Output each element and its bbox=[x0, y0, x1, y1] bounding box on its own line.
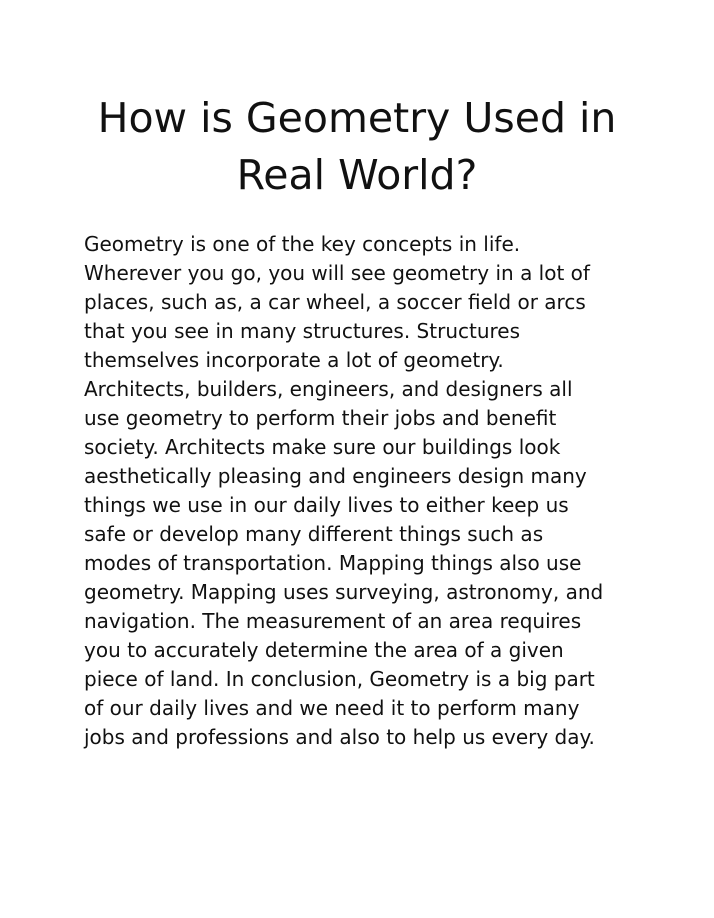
paragraph-line: that you see in many structures. Structures bbox=[84, 319, 521, 343]
paragraph-line: safe or develop many different things such as bbox=[84, 522, 544, 546]
paragraph-line: themselves incorporate a lot of geometry. bbox=[84, 348, 504, 372]
paragraph-line: geometry. Mapping uses surveying, astronomy, and bbox=[84, 580, 604, 604]
paragraph-line: jobs and professions and also to help us every day. bbox=[84, 725, 595, 749]
title-line: Real World? bbox=[236, 151, 478, 199]
page-title bbox=[60, 90, 654, 204]
paragraph-line: of our daily lives and we need it to perform many bbox=[84, 696, 580, 720]
paragraph-line: aesthetically pleasing and engineers design many bbox=[84, 464, 587, 488]
paragraph-line: use geometry to perform their jobs and benefit bbox=[84, 406, 557, 430]
paragraph-line: Wherever you go, you will see geometry in a lot of bbox=[84, 261, 590, 285]
paragraph-line: navigation. The measurement of an area requires bbox=[84, 609, 582, 633]
body-paragraph bbox=[84, 230, 644, 752]
paragraph-line: things we use in our daily lives to either keep us bbox=[84, 493, 569, 517]
paragraph-line: society. Architects make sure our buildings look bbox=[84, 435, 561, 459]
paragraph-line: places, such as, a car wheel, a soccer field or arcs bbox=[84, 290, 586, 314]
paragraph-line: Geometry is one of the key concepts in life. bbox=[84, 232, 521, 256]
paragraph-line: you to accurately determine the area of a given bbox=[84, 638, 564, 662]
paragraph-line: piece of land. In conclusion, Geometry is a big part bbox=[84, 667, 595, 691]
paragraph-line: modes of transportation. Mapping things also use bbox=[84, 551, 582, 575]
title-line: How is Geometry Used in bbox=[97, 94, 617, 142]
paragraph-line: Architects, builders, engineers, and designers all bbox=[84, 377, 573, 401]
